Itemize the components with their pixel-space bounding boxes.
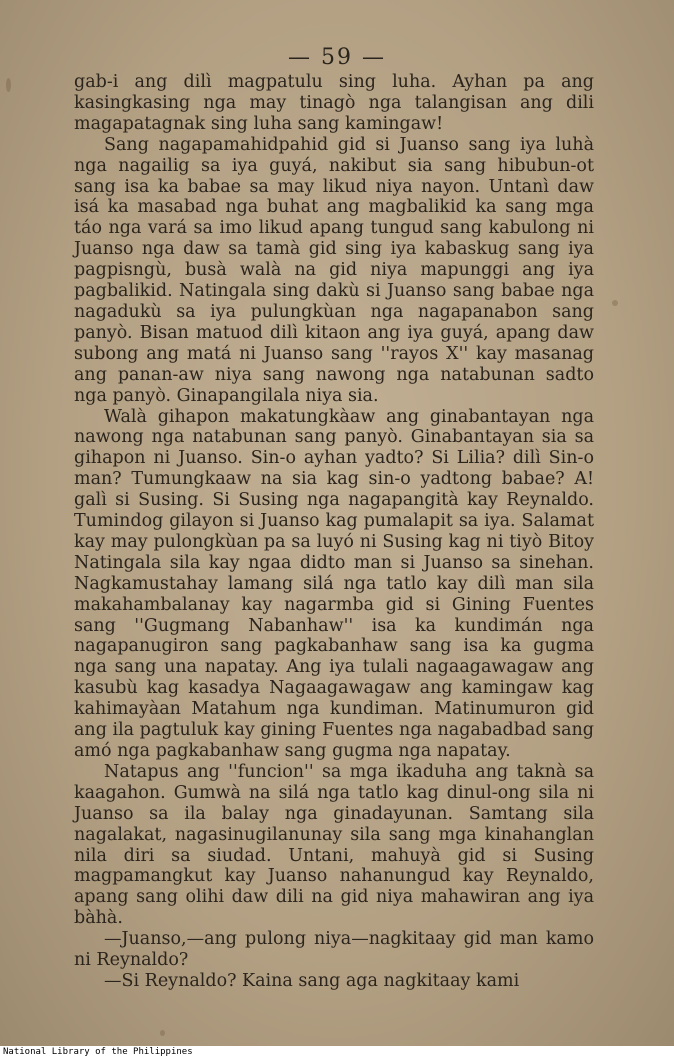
library-credit: National Library of the Philippines bbox=[0, 1046, 674, 1058]
paper-stain bbox=[160, 1030, 165, 1036]
paragraph: —Juanso,—ang pulong niya—nagkitaay gid man kamo ni Reynaldo? bbox=[74, 929, 594, 971]
paragraph: Natapus ang ''funcion'' sa mga ikaduha ang taknà sa kaagahon. Gumwà na silá nga tatlo kag dinul-ong sila ni Juanso sa ila balay nga ginadayunan. Samtang sila nagalakat, nagasinugilanunay sila sang mga kinahanglan nila diri sa siudad. Untani, mahuyà gid si Susing magpamangkut kay Juanso nahanungud kay Reynaldo, apang sang olihi daw dili na gid niya mahawiran ang iya bàhà. bbox=[74, 761, 594, 929]
paragraph: gab-i ang dilì magpatulu sing luha. Ayhan pa ang kasingkasing nga may tinagò nga talangisan ang dili magapatagnak sing luha sang kamingaw! bbox=[74, 72, 594, 134]
paper-stain bbox=[6, 78, 11, 92]
paragraph: —Si Reynaldo? Kaina sang aga nagkitaay kami bbox=[104, 970, 520, 991]
page-number: — 59 — bbox=[288, 45, 386, 70]
paragraph: Walà gihapon makatungkàaw ang ginabantayan nga nawong nga natabunan sang panyò. Ginabantayan sia sa gihapon ni Juanso. Sin-o ayhan yadto? Si Lilia? dilì Sin-o man? Tumungkaaw na sia kag sin-o yadtong babae? A! galì si Susing. Si Susing nga nagapangità kay Reynaldo. Tumindog gilayon si Juanso kag pumalapit sa iya. Salamat kay may pulongkùan pa sa luyó ni Susing kag ni tiyò Bitoy Natingala sila kay ngaa didto man si Juanso sa sinehan. Nagkamustahay lamang silá nga tatlo kay dilì man sila makahambalanay kay nagarmba gid si Gining Fuentes sang ''Gugmang Nabanhaw'' isa ka kundimán nga nagapanugiron sang pagkabanhaw sang isa ka gugma nga sang una napatay. Ang iya tulali nagaagawagaw ang kasubù kag kasadya Nagaagawagaw ang kamingaw kag kahimayàan Matahum nga kundiman. Matinumuron gid ang ila pagtuluk kay gining Fuentes nga nagabadbad sang amó nga pagkabanhaw sang gugma nga napatay. bbox=[74, 406, 594, 761]
paper-stain bbox=[612, 300, 618, 306]
body-text bbox=[74, 72, 594, 992]
paragraph: Sang nagapamahidpahid gid si Juanso sang iya luhà nga nagailig sa iya guyá, nakibut sia sang hibubun-ot sang isa ka babae sa may likud niya nayon. Untanì daw isá ka masabad nga buhat ang magbalikid ka sang mga táo nga vará sa imo likud apang tungud sang kabulong ni Juanso nga daw sa tamà gid sing iya kabaskug sang iya pagpisngù, busà walà na gid niya mapunggi ang iya pagbalikid. Natingala sing dakù si Juanso sang babae nga nagadukù sa iya pulungkùan nga nagapanabon sang panyò. Bisan matuod dilì kitaon ang iya guyá, apang daw subong ang matá ni Juanso sang ''rayos X'' kay masanag ang panan-aw niya sang nawong nga natabunan sadto nga panyò. Ginapangilala niya sia. bbox=[74, 134, 594, 406]
